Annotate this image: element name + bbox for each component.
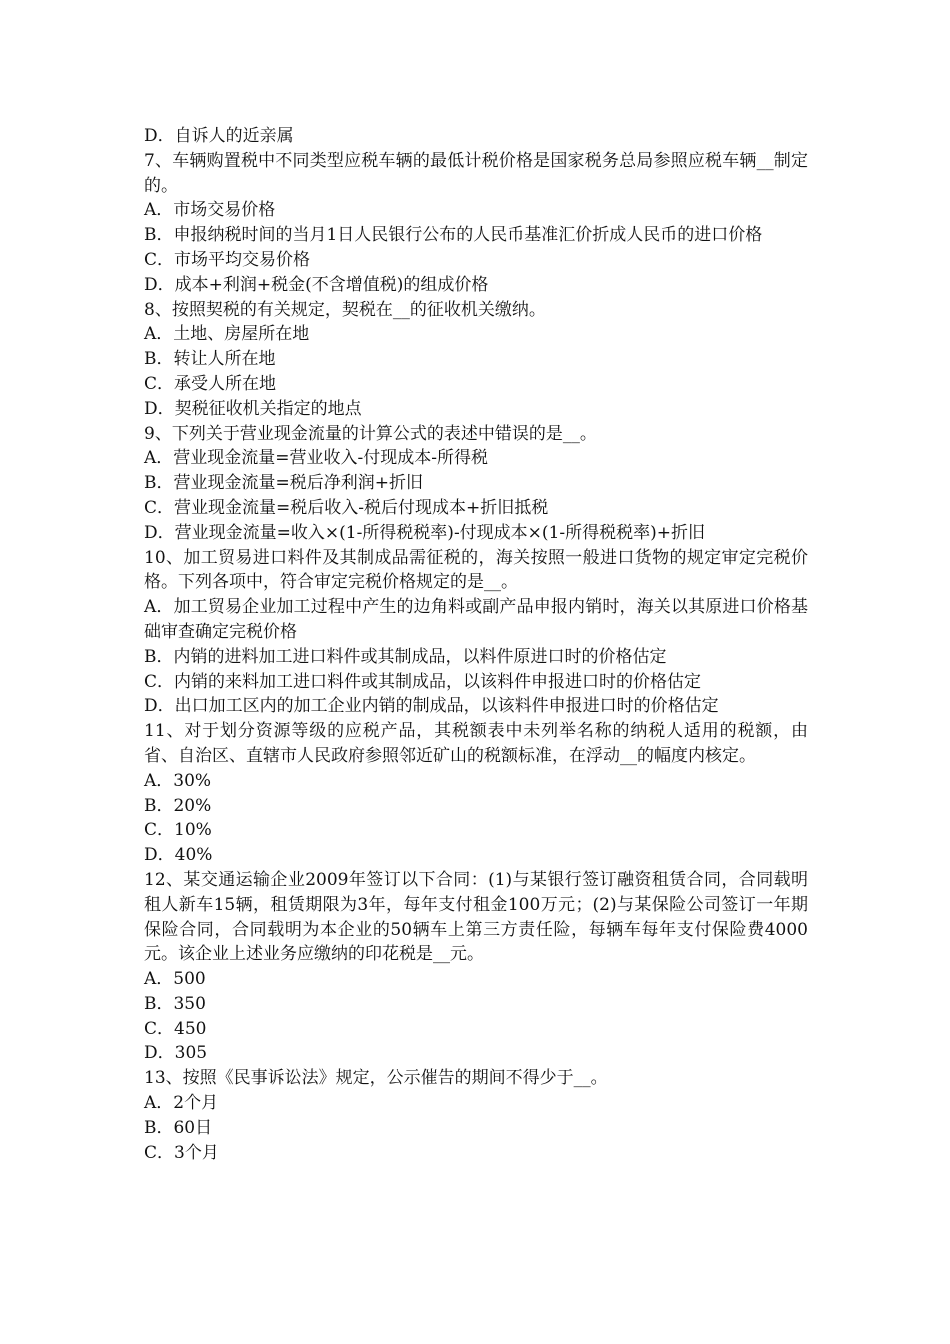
answer-option: A．营业现金流量=营业收入-付现成本-所得税 (144, 448, 489, 469)
answer-option: B．60日 (144, 1117, 213, 1138)
question-8: 8、按照契税的有关规定，契税在__的征收机关缴纳。 (144, 299, 546, 320)
answer-option: B．内销的进料加工进口料件或其制成品，以料件原进口时的价格估定 (144, 646, 667, 667)
question-9: 9、下列关于营业现金流量的计算公式的表述中错误的是__。 (144, 423, 597, 444)
answer-option: C．内销的来料加工进口料件或其制成品，以该料件申报进口时的价格估定 (144, 671, 702, 692)
answer-option: A．土地、房屋所在地 (144, 324, 310, 345)
answer-option: C．营业现金流量=税后收入-税后付现成本+折旧抵税 (144, 497, 549, 518)
answer-option: C．3个月 (144, 1142, 219, 1163)
answer-option: B．20% (144, 795, 212, 816)
answer-option: D．40% (144, 845, 213, 866)
answer-option: A．加工贸易企业加工过程中产生的边角料或副产品申报内销时，海关以其原进口价格基础审查确定完税价格 (144, 597, 808, 642)
answer-option: D．自诉人的近亲属 (144, 126, 294, 146)
document-body (144, 124, 808, 1165)
answer-option: D．契税征收机关指定的地点 (144, 398, 362, 419)
question-11: 11、对于划分资源等级的应税产品，其税额表中未列举名称的纳税人适用的税额，由省、自治区、直辖市人民政府参照邻近矿山的税额标准，在浮动__的幅度内核定。 (144, 721, 808, 766)
answer-option: B．转让人所在地 (144, 349, 276, 370)
answer-option: C．承受人所在地 (144, 373, 277, 394)
answer-option: A．500 (144, 969, 206, 990)
answer-option: B．350 (144, 993, 206, 1014)
question-13: 13、按照《民事诉讼法》规定，公示催告的期间不得少于__。 (144, 1068, 608, 1089)
answer-option: A．30% (144, 770, 212, 791)
question-10: 10、加工贸易进口料件及其制成品需征税的，海关按照一般进口货物的规定审定完税价格。下列各项中，符合审定完税价格规定的是__。 (144, 547, 808, 593)
answer-option: D．305 (144, 1043, 208, 1064)
answer-option: D．营业现金流量=收入×(1-所得税税率)-付现成本×(1-所得税税率)+折旧 (144, 522, 705, 543)
answer-option: C．450 (144, 1018, 207, 1039)
answer-option: A．市场交易价格 (144, 200, 276, 221)
answer-option: C．10% (144, 820, 212, 841)
answer-option: A．2个月 (144, 1093, 219, 1114)
answer-option: C．市场平均交易价格 (144, 249, 311, 270)
answer-option: B．申报纳税时间的当月1日人民银行公布的人民币基准汇价折成人民币的进口价格 (144, 225, 763, 246)
question-12: 12、某交通运输企业2009年签订以下合同：(1)与某银行签订融资租赁合同，合同载明租人新车15辆，租赁期限为3年，每年支付租金100万元；(2)与某保险公司签订一年期保险合同，合同载明为本企业的50辆车上第三方责任险，每辆车每年支付保险费4000元。该企业上述业务应缴纳的印花税是__元。 (144, 869, 808, 965)
answer-option: D．成本+利润+税金(不含增值税)的组成价格 (144, 274, 489, 295)
answer-option: B．营业现金流量=税后净利润+折旧 (144, 473, 423, 494)
answer-option: D．出口加工区内的加工企业内销的制成品，以该料件申报进口时的价格估定 (144, 696, 719, 717)
question-7: 7、车辆购置税中不同类型应税车辆的最低计税价格是国家税务总局参照应税车辆__制定的。 (144, 150, 808, 196)
